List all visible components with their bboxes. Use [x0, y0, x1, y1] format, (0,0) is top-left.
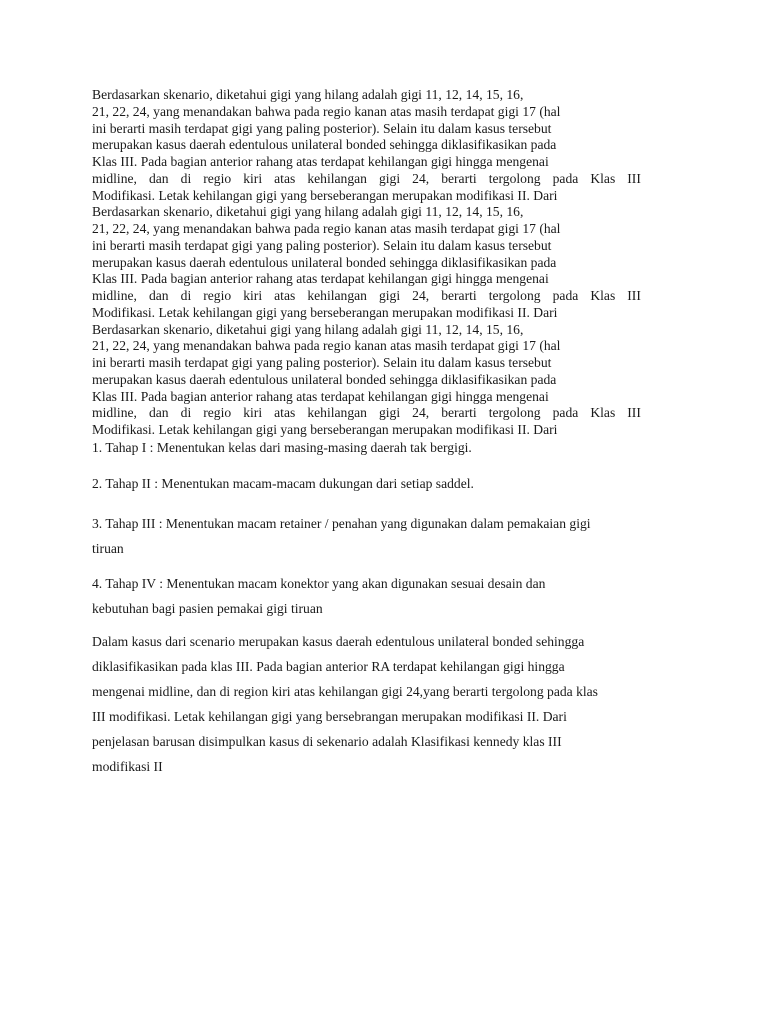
text-line: merupakan kasus daerah edentulous unilateral bonded sehingga diklasifikasikan pada	[92, 137, 557, 153]
word: midline,	[92, 170, 137, 186]
text-line: mengenai midline, dan di region kiri atas kehilangan gigi 24,yang berarti tergolong pada klas	[92, 684, 598, 699]
word: kiri	[243, 405, 263, 421]
word: regio	[203, 170, 232, 186]
text-line: ini berarti masih terdapat gigi yang paling posterior). Selain itu dalam kasus tersebut	[92, 120, 552, 136]
step-text: 2. Tahap II : Menentukan macam-macam dukungan dari setiap saddel.	[92, 476, 474, 491]
word: kiri	[243, 170, 263, 186]
text-line: Klas III. Pada bagian anterior rahang atas terdapat kehilangan gigi hingga mengenai	[92, 271, 549, 287]
word: gigi	[378, 170, 401, 186]
word: dan	[148, 405, 169, 421]
word: 24,	[412, 288, 430, 303]
text-line: penjelasan barusan disimpulkan kasus di sekenario adalah Klasifikasi kennedy klas III	[92, 734, 562, 749]
word: di	[180, 288, 192, 303]
word: tergolong	[488, 170, 541, 186]
justified-line	[92, 405, 641, 422]
text-line: modifikasi II	[92, 759, 163, 774]
word: atas	[274, 405, 296, 421]
word: Klas	[590, 288, 616, 303]
text-line: Klas III. Pada bagian anterior rahang atas terdapat kehilangan gigi hingga mengenai	[92, 154, 549, 169]
word: kiri	[243, 288, 263, 303]
step-2	[92, 476, 692, 492]
step-1	[92, 440, 692, 456]
text-line: merupakan kasus daerah edentulous unilateral bonded sehingga diklasifikasikan pada	[92, 254, 557, 270]
text-line: merupakan kasus daerah edentulous unilateral bonded sehingga diklasifikasikan pada	[92, 371, 557, 387]
conclusion-paragraph	[92, 629, 692, 779]
step-text: 1. Tahap I : Menentukan kelas dari masing-masing daerah tak bergigi.	[92, 440, 472, 455]
word: 24,	[412, 170, 430, 186]
word: dan	[148, 170, 169, 186]
word: tergolong	[488, 288, 541, 303]
word: di	[180, 405, 192, 421]
text-line: Berdasarkan skenario, diketahui gigi yang hilang adalah gigi 11, 12, 14, 15, 16,	[92, 87, 524, 102]
text-line: Modifikasi. Letak kehilangan gigi yang berseberangan merupakan modifikasi II. Dari	[92, 304, 558, 320]
word: regio	[203, 288, 232, 303]
justified-line	[92, 171, 641, 188]
word: pada	[552, 170, 579, 186]
word: di	[180, 170, 192, 186]
step-3	[92, 511, 692, 561]
word: atas	[274, 288, 296, 303]
step-4	[92, 571, 692, 621]
text-line: 21, 22, 24, yang menandakan bahwa pada regio kanan atas masih terdapat gigi 17 (hal	[92, 103, 561, 119]
word: 24,	[412, 405, 430, 421]
word: atas	[274, 170, 296, 186]
word: III	[627, 170, 641, 186]
word: regio	[203, 405, 232, 421]
text-line: Modifikasi. Letak kehilangan gigi yang berseberangan merupakan modifikasi II. Dari	[92, 187, 558, 203]
word: pada	[552, 288, 579, 303]
word: berarti	[441, 405, 477, 421]
text-line: Berdasarkan skenario, diketahui gigi yang hilang adalah gigi 11, 12, 14, 15, 16,	[92, 321, 524, 337]
step-text: 3. Tahap III : Menentukan macam retainer / penahan yang digunakan dalam pemakaian gigi	[92, 516, 591, 531]
text-line: III modifikasi. Letak kehilangan gigi yang bersebrangan merupakan modifikasi II. Dari	[92, 709, 567, 724]
word: dan	[148, 288, 169, 303]
repeated-text-block	[92, 87, 652, 439]
word: Klas	[590, 405, 616, 421]
text-line: 21, 22, 24, yang menandakan bahwa pada regio kanan atas masih terdapat gigi 17 (hal	[92, 221, 561, 236]
word: III	[627, 405, 641, 421]
word: gigi	[378, 405, 401, 421]
text-line: diklasifikasikan pada klas III. Pada bagian anterior RA terdapat kehilangan gigi hingga	[92, 659, 565, 674]
word: kehilangan	[307, 288, 367, 303]
justified-line	[92, 288, 641, 305]
text-line: 21, 22, 24, yang menandakan bahwa pada regio kanan atas masih terdapat gigi 17 (hal	[92, 338, 561, 354]
step-text: tiruan	[92, 541, 124, 556]
word: gigi	[378, 288, 401, 303]
word: pada	[552, 405, 579, 421]
word: midline,	[92, 405, 137, 421]
text-line: Klas III. Pada bagian anterior rahang atas terdapat kehilangan gigi hingga mengenai	[92, 388, 549, 404]
text-line: Berdasarkan skenario, diketahui gigi yang hilang adalah gigi 11, 12, 14, 15, 16,	[92, 204, 524, 220]
step-text: kebutuhan bagi pasien pemakai gigi tiruan	[92, 601, 323, 616]
word: berarti	[441, 170, 477, 186]
text-line: ini berarti masih terdapat gigi yang paling posterior). Selain itu dalam kasus tersebut	[92, 355, 552, 370]
word: Klas	[590, 170, 616, 186]
text-line: Dalam kasus dari scenario merupakan kasus daerah edentulous unilateral bonded sehingga	[92, 634, 585, 649]
text-line: Modifikasi. Letak kehilangan gigi yang berseberangan merupakan modifikasi II. Dari	[92, 422, 558, 437]
word: berarti	[441, 288, 477, 303]
text-line: ini berarti masih terdapat gigi yang paling posterior). Selain itu dalam kasus tersebut	[92, 237, 552, 253]
word: kehilangan	[307, 170, 367, 186]
word: kehilangan	[307, 405, 367, 421]
word: tergolong	[488, 405, 541, 421]
word: III	[627, 288, 641, 303]
word: midline,	[92, 288, 137, 303]
step-text: 4. Tahap IV : Menentukan macam konektor yang akan digunakan sesuai desain dan	[92, 576, 546, 591]
